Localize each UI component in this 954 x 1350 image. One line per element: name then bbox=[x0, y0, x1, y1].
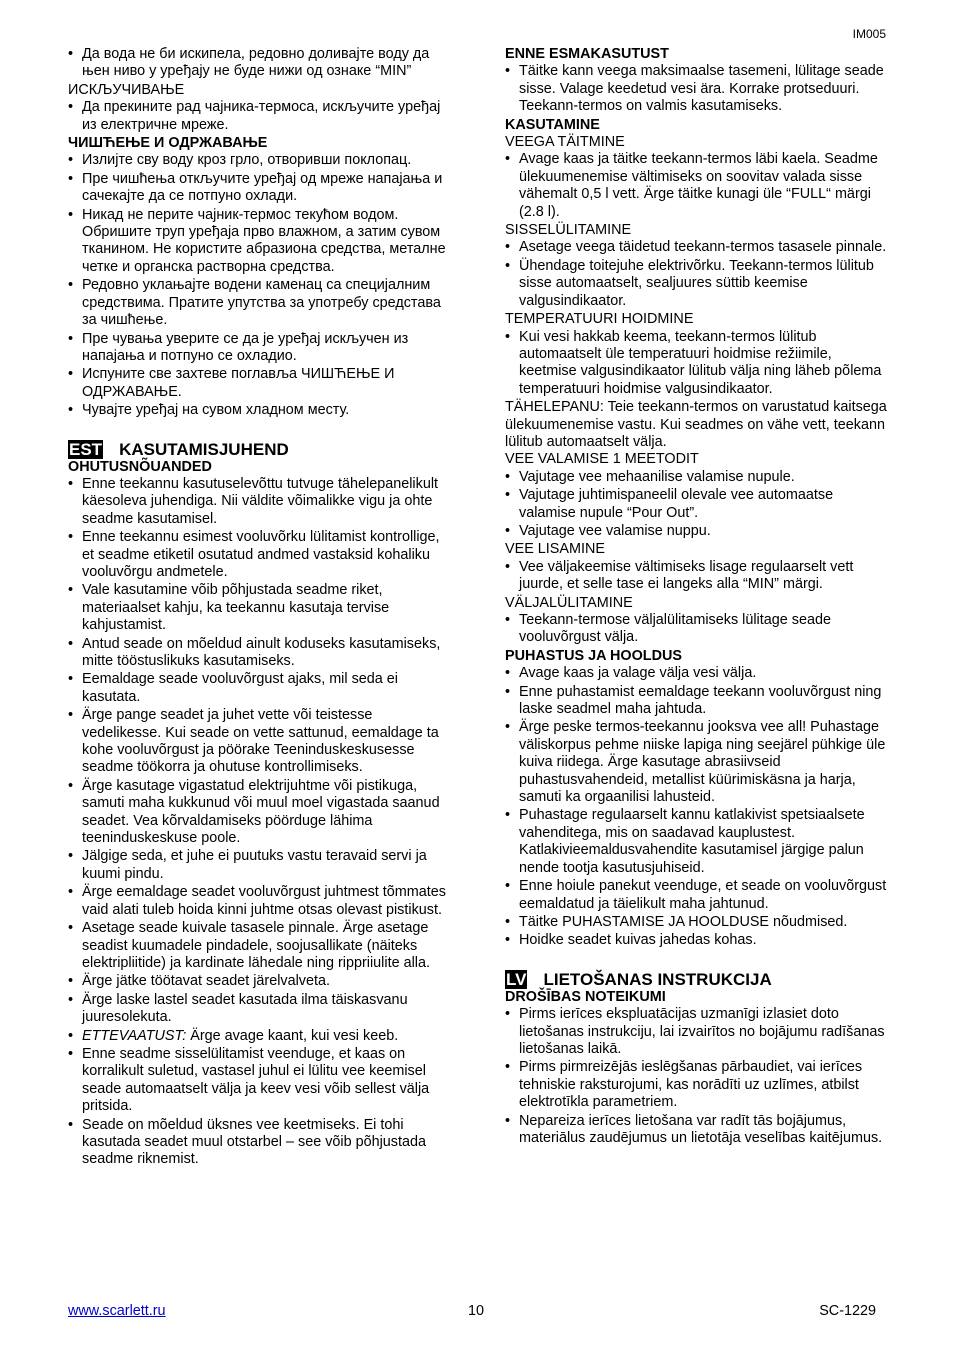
switch-on-title: SISSELÜLITAMINE bbox=[505, 222, 632, 239]
list-item: • Asetage seade kuivale tasasele pinnale. Ärge asetage seadist kuumadele pindadele, soojusallikate (näiteks elektripliitide) ja kardinate lähedale ning rippriiulite alla. bbox=[68, 920, 452, 972]
before-use-list bbox=[505, 63, 889, 115]
before-use-title: ENNE ESMAKASUTUST bbox=[505, 46, 669, 62]
list-item: • Enne seadme sisselülitamist veenduge, et kaas on korralikult suletud, vastasel juhul ei lülitu vee keemisel seade automaatselt välja ja keev vesi võib sellest välja pritsida. bbox=[68, 1046, 452, 1116]
list-item: • Pirms ierīces ekspluatācijas uzmanīgi izlasiet doto lietošanas instrukciju, lai izvairītos no bojājumu radīšanas lietošanas laikā. bbox=[505, 1006, 889, 1058]
list-item: • Seade on mõeldud üksnes vee keetmiseks. Ei tohi kasutada seadet muul otstarbel – see võib põhjustada seadme riknemist. bbox=[68, 1117, 452, 1169]
list-item: • Pirms pirmreizējās ieslēgšanas pārbaudiet, vai ierīces tehniskie raksturojumi, kas norādīti uz uzlīmes, atbilst elektrotīkla parametriem. bbox=[505, 1059, 889, 1111]
keep-warm-list bbox=[505, 329, 889, 399]
list-item: • Редовно уклањајте водени каменац са специјалним средствима. Пратите упутства за употребу средстава за чишћење. bbox=[68, 277, 452, 329]
list-item: • Никад не перите чајник-термос текућом водом. Обришите труп уређаја прво влажном, а затим сувом тканином. Не користите абразиона средства, металне четке и органска растворна средства. bbox=[68, 207, 452, 277]
list-item: • Vajutage vee mehaanilise valamise nupule. bbox=[505, 469, 889, 486]
list-item: • Avage kaas ja valage välja vesi välja. bbox=[505, 665, 889, 682]
switch-off-list bbox=[505, 612, 889, 647]
est-safety-list bbox=[68, 476, 452, 1169]
add-water-title: VEE LISAMINE bbox=[505, 541, 605, 558]
document-code: IM005 bbox=[852, 27, 886, 41]
list-item: • Ühendage toitejuhe elektrivõrku. Teekann-termos lülitub sisse automaatselt, sealjuures süttib keemise valgusindikaator. bbox=[505, 258, 889, 310]
note-paragraph: TÄHELEPANU: Teie teekann-termos on varustatud kaitsega ülekuumenemise vastu. Kui seadmes on vähe vett, teekann lülitub automaatselt välja. bbox=[505, 399, 887, 450]
lv-language-badge: LV bbox=[506, 969, 527, 989]
caution-text: Ärge avage kaant, kui vesi keeb. bbox=[186, 1027, 399, 1044]
list-item: • Да вода не би искипела, редовно доливајте воду да њен ниво у уређају не буде нижи од ознаке “MIN” bbox=[68, 46, 452, 81]
model-number: SC-1229 bbox=[819, 1303, 876, 1319]
add-water-list bbox=[505, 559, 889, 594]
list-item: • Ärge pange seadet ja juhet vette või teistesse vedelikesse. Kui seade on vette sattunud, eemaldage ta kohe vooluvõrgust ja pöörake Teeninduskeskusesse seadme töökorra ja ohutuse kontrollimiseks. bbox=[68, 707, 452, 777]
list-item: • Ärge peske termos-teekannu jooksva vee all! Puhastage väliskorpus pehme niiske lapiga ning seejärel pühkige üle kuiva riidega. Ärge kasutage abrasiivseid puhastusvahendeid, metallist küürimiskäsna ja harja, samuti ka orgaanilisi lahusteid. bbox=[505, 719, 889, 806]
est-section-heading bbox=[68, 440, 452, 459]
list-item: • Enne puhastamist eemaldage teekann vooluvõrgust ning laske seadmel maha jahtuda. bbox=[505, 684, 889, 719]
pour-list bbox=[505, 469, 889, 541]
usage-title: KASUTAMINE bbox=[505, 116, 600, 133]
list-item: • Teekann-termose väljalülitamiseks lülitage seade vooluvõrgust välja. bbox=[505, 612, 889, 647]
list-item: • Kui vesi hakkab keema, teekann-termos lülitub automaatselt üle temperatuuri hoidmise režiimile, keetmise valgusindikaator lülitub välja ning läheb põlema temperatuuri hoidmise valgusindikaator. bbox=[505, 329, 889, 399]
list-item: • Vee väljakeemise vältimiseks lisage regulaarselt vett juurde, et selle tase ei langeks alla “MIN” märgi. bbox=[505, 559, 889, 594]
list-item: • Hoidke seadet kuivas jahedas kohas. bbox=[505, 932, 889, 949]
fill-title: VEEGA TÄITMINE bbox=[505, 134, 625, 151]
list-item: • Да прекините рад чајника-термоса, искључите уређај из електричне мреже. bbox=[68, 99, 452, 134]
list-item: • Ärge eemaldage seadet vooluvõrgust juhtmest tõmmates vaid alati tuleb hoida kinni juhtme otsas olevast pistikust. bbox=[68, 884, 452, 919]
list-item: • Vale kasutamine võib põhjustada seadme riket, materiaalset kahju, ka teekannu kasutaja tervise kahjustamist. bbox=[68, 582, 452, 634]
list-item: • Ärge jätke töötavat seadet järelvalveta. bbox=[68, 973, 452, 990]
left-column bbox=[68, 46, 452, 1170]
fill-list bbox=[505, 151, 889, 221]
lv-safety-title: DROŠĪBAS NOTEIKUMI bbox=[505, 988, 666, 1005]
right-column bbox=[505, 46, 889, 1148]
lv-section-heading bbox=[505, 970, 889, 989]
list-item: • Enne teekannu kasutuselevõttu tutvuge tähelepanelikult käesoleva juhendiga. Nii väldite võimalikke vigu ja ohte seadme kasutamisel. bbox=[68, 476, 452, 528]
list-item: • Излијте сву воду кроз грло, отворивши поклопац. bbox=[68, 152, 452, 169]
serbian-off-title: ИСКЉУЧИВАЊЕ bbox=[68, 81, 185, 98]
serbian-clean-list bbox=[68, 152, 452, 419]
serbian-clean-title: ЧИШЋЕЊЕ И ОДРЖАВАЊЕ bbox=[68, 135, 268, 152]
est-language-badge: EST bbox=[69, 439, 103, 459]
list-item: • Täitke kann veega maksimaalse tasemeni, lülitage seade sisse. Valage keedetud vesi ära. Korrake protseduuri. Teekann-termos on valmis kasutamiseks. bbox=[505, 63, 889, 115]
list-item: • Пре чишћења откључите уређај од мреже напајања и сачекајте да се потпуно охлади. bbox=[68, 171, 452, 206]
pour-title: VEE VALAMISE 1 MEETODIT bbox=[505, 451, 699, 468]
list-item: • Eemaldage seade vooluvõrgust ajaks, mil seda ei kasutata. bbox=[68, 671, 452, 706]
list-item: • Пре чувања уверите се да је уређај искључен из напајања и потпуно се охладио. bbox=[68, 331, 452, 366]
list-item: • Jälgige seda, et juhe ei puutuks vastu teravaid servi ja kuumi pindu. bbox=[68, 848, 452, 883]
est-safety-title: OHUTUSNÕUANDED bbox=[68, 458, 212, 475]
list-item: • Antud seade on mõeldud ainult koduseks kasutamiseks, mitte tööstuslikuks kasutamiseks. bbox=[68, 636, 452, 671]
lv-safety-list bbox=[505, 1006, 889, 1147]
lv-section-title: LIETOŠANAS INSTRUKCIJA bbox=[543, 969, 772, 989]
page-number: 10 bbox=[468, 1303, 485, 1319]
list-item: • Puhastage regulaarselt kannu katlakivist spetsiaalsete vahenditega, mis on saadavad kauplustest. Katlakivieemaldusvahendite kasutamisel järgige palun nende tootja kasutusjuhiseid. bbox=[505, 807, 889, 877]
est-clean-title: PUHASTUS JA HOOLDUS bbox=[505, 647, 682, 664]
list-item: • Enne teekannu esimest vooluvõrku lülitamist kontrollige, et seadme etiketil osutatud andmed vastaksid kohaliku vooluvõrgu andmetele. bbox=[68, 529, 452, 581]
list-item: • Vajutage vee valamise nuppu. bbox=[505, 523, 889, 540]
website-link[interactable]: www.scarlett.ru bbox=[68, 1303, 166, 1319]
switch-on-list bbox=[505, 239, 889, 310]
list-item: • Täitke PUHASTAMISE JA HOOLDUSE nõudmised. bbox=[505, 914, 889, 931]
list-item: • Чувајте уређај на сувом хладном месту. bbox=[68, 402, 452, 419]
est-clean-list bbox=[505, 665, 889, 950]
list-item: • Nepareiza ierīces lietošana var radīt tās bojājumus, materiālus zaudējumus un lietotāja veselības kaitējumus. bbox=[505, 1113, 889, 1148]
switch-off-title: VÄLJALÜLITAMINE bbox=[505, 594, 633, 611]
list-item: • Avage kaas ja täitke teekann-termos läbi kaela. Seadme ülekuumenemise vältimiseks on soovitav valada sisse vähemalt 0,5 l vett. Ärge täitke kunagi üle “FULL“ märgi (2.8 l). bbox=[505, 151, 889, 221]
serbian-top-list bbox=[68, 46, 452, 81]
list-item: • Vajutage juhtimispaneelil olevale vee automaatse valamise nupule “Pour Out”. bbox=[505, 487, 889, 522]
list-item: • Ärge kasutage vigastatud elektrijuhtme või pistikuga, samuti maha kukkunud või muul moel vigastada saanud seadet. Vea kõrvaldamiseks pöörduge lähima teeninduskeskuse poole. bbox=[68, 778, 452, 848]
list-item: • Enne hoiule panekut veenduge, et seade on vooluvõrgust eemaldatud ja täielikult maha jahtunud. bbox=[505, 878, 889, 913]
caution-label: ETTEVAATUST: bbox=[82, 1027, 187, 1044]
list-item: • Испуните све захтеве поглавља ЧИШЋЕЊЕ И ОДРЖАВАЊЕ. bbox=[68, 366, 452, 401]
list-item-caution bbox=[68, 1028, 452, 1045]
list-item: • Ärge laske lastel seadet kasutada ilma täiskasvanu juuresolekuta. bbox=[68, 992, 452, 1027]
est-section-title: KASUTAMISJUHEND bbox=[119, 439, 289, 459]
serbian-off-list bbox=[68, 99, 452, 134]
list-item: • Asetage veega täidetud teekann-termos tasasele pinnale. bbox=[505, 239, 889, 256]
keep-warm-title: TEMPERATUURI HOIDMINE bbox=[505, 311, 694, 328]
